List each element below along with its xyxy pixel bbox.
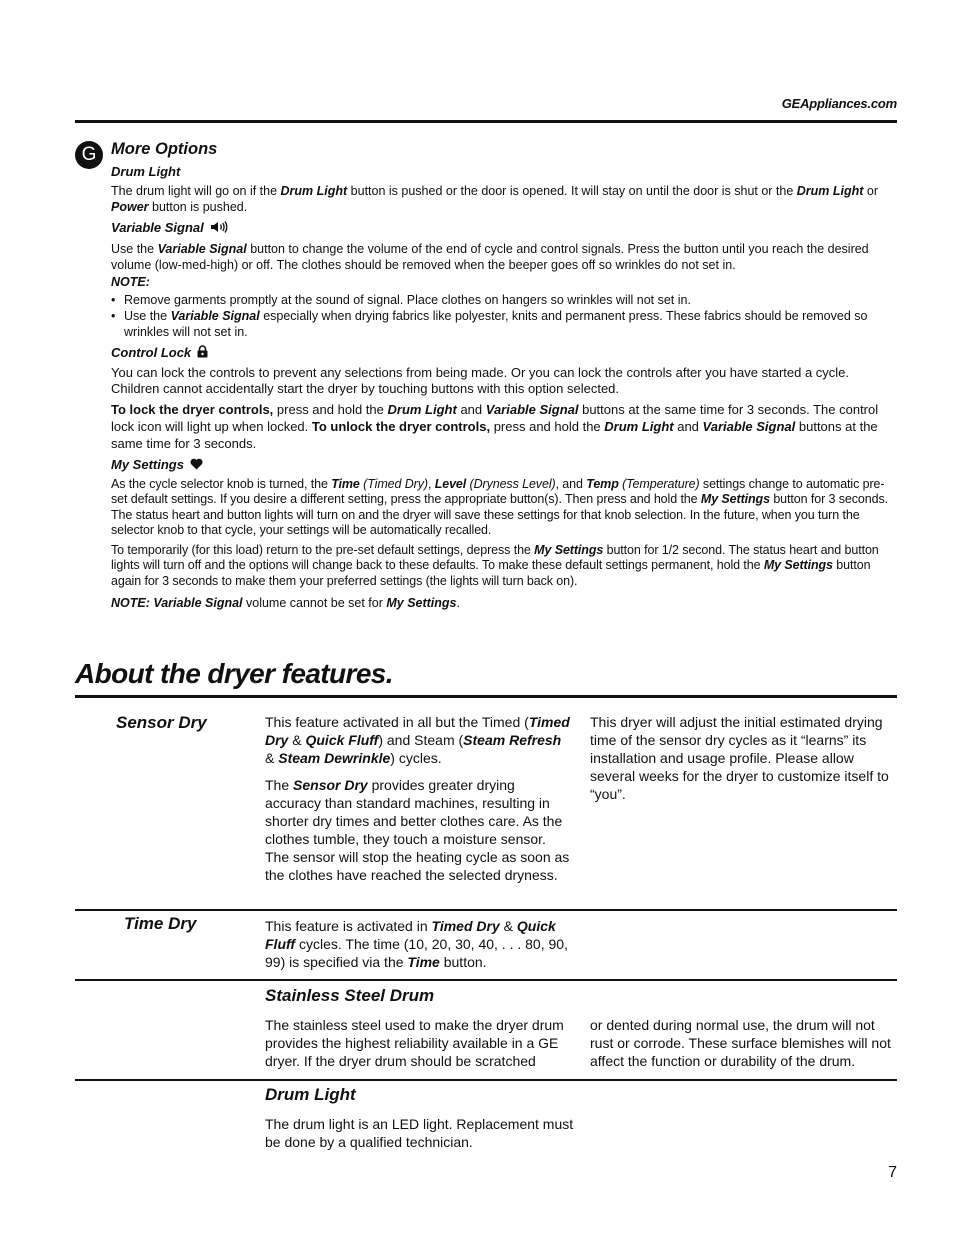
time-dry-label: Time Dry: [124, 914, 197, 933]
variable-signal-heading: Variable Signal: [111, 219, 899, 238]
divider: [75, 1079, 897, 1081]
note-list: [111, 292, 899, 340]
page-number: 7: [888, 1164, 897, 1181]
speaker-icon: [210, 220, 228, 238]
my-settings-text: As the cycle selector knob is turned, the Time (Timed Dry), Level (Dryness Level), and Temp (Temperature) settings change to automatic pre-set default settings. If you desire a different setting, press the appropriate button(s). Then press and hold the My Settings button for 3 seconds. The status heart and button lights will turn on and the dryer will save these settings for that knob selection. In the future, when you turn the selector knob to that cycle, your settings will be automatically recalled.: [111, 476, 888, 538]
sensor-dry-p2: The Sensor Dry provides greater drying accuracy than standard machines, resulting in shorter dry times and better clothes care. As the clothes tumble, they touch a moisture sensor. The sensor will stop the heating cycle as soon as the clothes have reached the selected dryness.: [265, 777, 570, 883]
my-settings-note: NOTE: Variable Signal volume cannot be set for My Settings.: [111, 596, 460, 611]
control-lock-text: You can lock the controls to prevent any selections from being made. Or you can lock the controls after you have started a cycle. Children cannot accidentally start the dryer by touching buttons with this option selected.: [111, 364, 850, 396]
variable-signal-text: Use the Variable Signal button to change the volume of the end of cycle and control signals. Press the button until you reach the desired volume (low-med-high) or off. The clothes should be removed when the beeper goes off so wrinkles do not set in.: [111, 241, 869, 272]
note-label: NOTE:: [111, 274, 150, 289]
more-options-section: [111, 139, 899, 615]
section-title: More Options: [111, 140, 218, 158]
time-dry-col1: This feature is activated in Timed Dry & Quick Fluff cycles. The time (10, 20, 30, 40, . . . 80, 90, 99) is specified via the Time button.: [265, 918, 568, 970]
sensor-dry-p1: This feature activated in all but the Timed (Timed Dry & Quick Fluff) and Steam (Steam Refresh & Steam Dewrinkle) cycles.: [265, 714, 570, 766]
list-item: • Use the Variable Signal especially when drying fabrics like polyester, knits and permanent press. These fabrics should be removed so wrinkles will not set in.: [111, 308, 899, 340]
sensor-dry-col2: This dryer will adjust the initial estimated drying time of the sensor dry cycles as it “learns” its installation and usage profile. Please allow several weeks for the dryer to customize itself to “you”.: [590, 714, 889, 802]
heart-icon: [190, 457, 203, 474]
section-badge: G: [75, 141, 103, 169]
drum-light-heading: Drum Light: [111, 164, 181, 179]
features-rule: [75, 695, 897, 698]
control-lock-instructions: To lock the dryer controls, press and hold the Drum Light and Variable Signal buttons at the same time for 3 seconds. The control lock icon will light up when locked. To unlock the dryer controls, press and hold the Drum Light and Variable Signal buttons at the same time for 3 seconds.: [111, 401, 879, 451]
divider: [75, 909, 897, 911]
divider: [75, 979, 897, 981]
my-settings-temporary-text: To temporarily (for this load) return to the pre-set default settings, depress the My Settings button for 1/2 second. The status heart and button lights will turn off and the options will change back to these defaults. To make these default settings permanent, hold the My Settings button again for 3 seconds to make them your preferred settings (the lights will turn back on).: [111, 542, 879, 588]
lock-icon: [197, 345, 208, 362]
drum-light-text: The drum light will go on if the Drum Light button is pushed or the door is opened. It will stay on until the door is shut or the Drum Light or Power button is pushed.: [111, 184, 879, 214]
drum-light-col1: The drum light is an LED light. Replacement must be done by a qualified technician.: [265, 1116, 574, 1150]
header-rule: [75, 120, 897, 123]
sensor-dry-label: Sensor Dry: [116, 713, 207, 732]
my-settings-heading: My Settings: [111, 456, 899, 474]
stainless-drum-label: Stainless Steel Drum: [265, 986, 435, 1005]
stainless-drum-col1: The stainless steel used to make the dryer drum provides the highest reliability available in a GE dryer. If the dryer drum should be scratched: [265, 1017, 564, 1069]
control-lock-heading: Control Lock: [111, 344, 899, 362]
stainless-drum-col2: or dented during normal use, the drum will not rust or corrode. These surface blemishes will not affect the function or durability of the drum.: [590, 1017, 891, 1069]
sensor-dry-col1: [265, 713, 570, 893]
list-item: • Remove garments promptly at the sound of signal. Place clothes on hangers so wrinkles will not set in.: [111, 292, 899, 308]
website-url: GEAppliances.com: [781, 96, 897, 111]
features-title: About the dryer features.: [75, 658, 393, 689]
drum-light-label: Drum Light: [265, 1085, 356, 1104]
